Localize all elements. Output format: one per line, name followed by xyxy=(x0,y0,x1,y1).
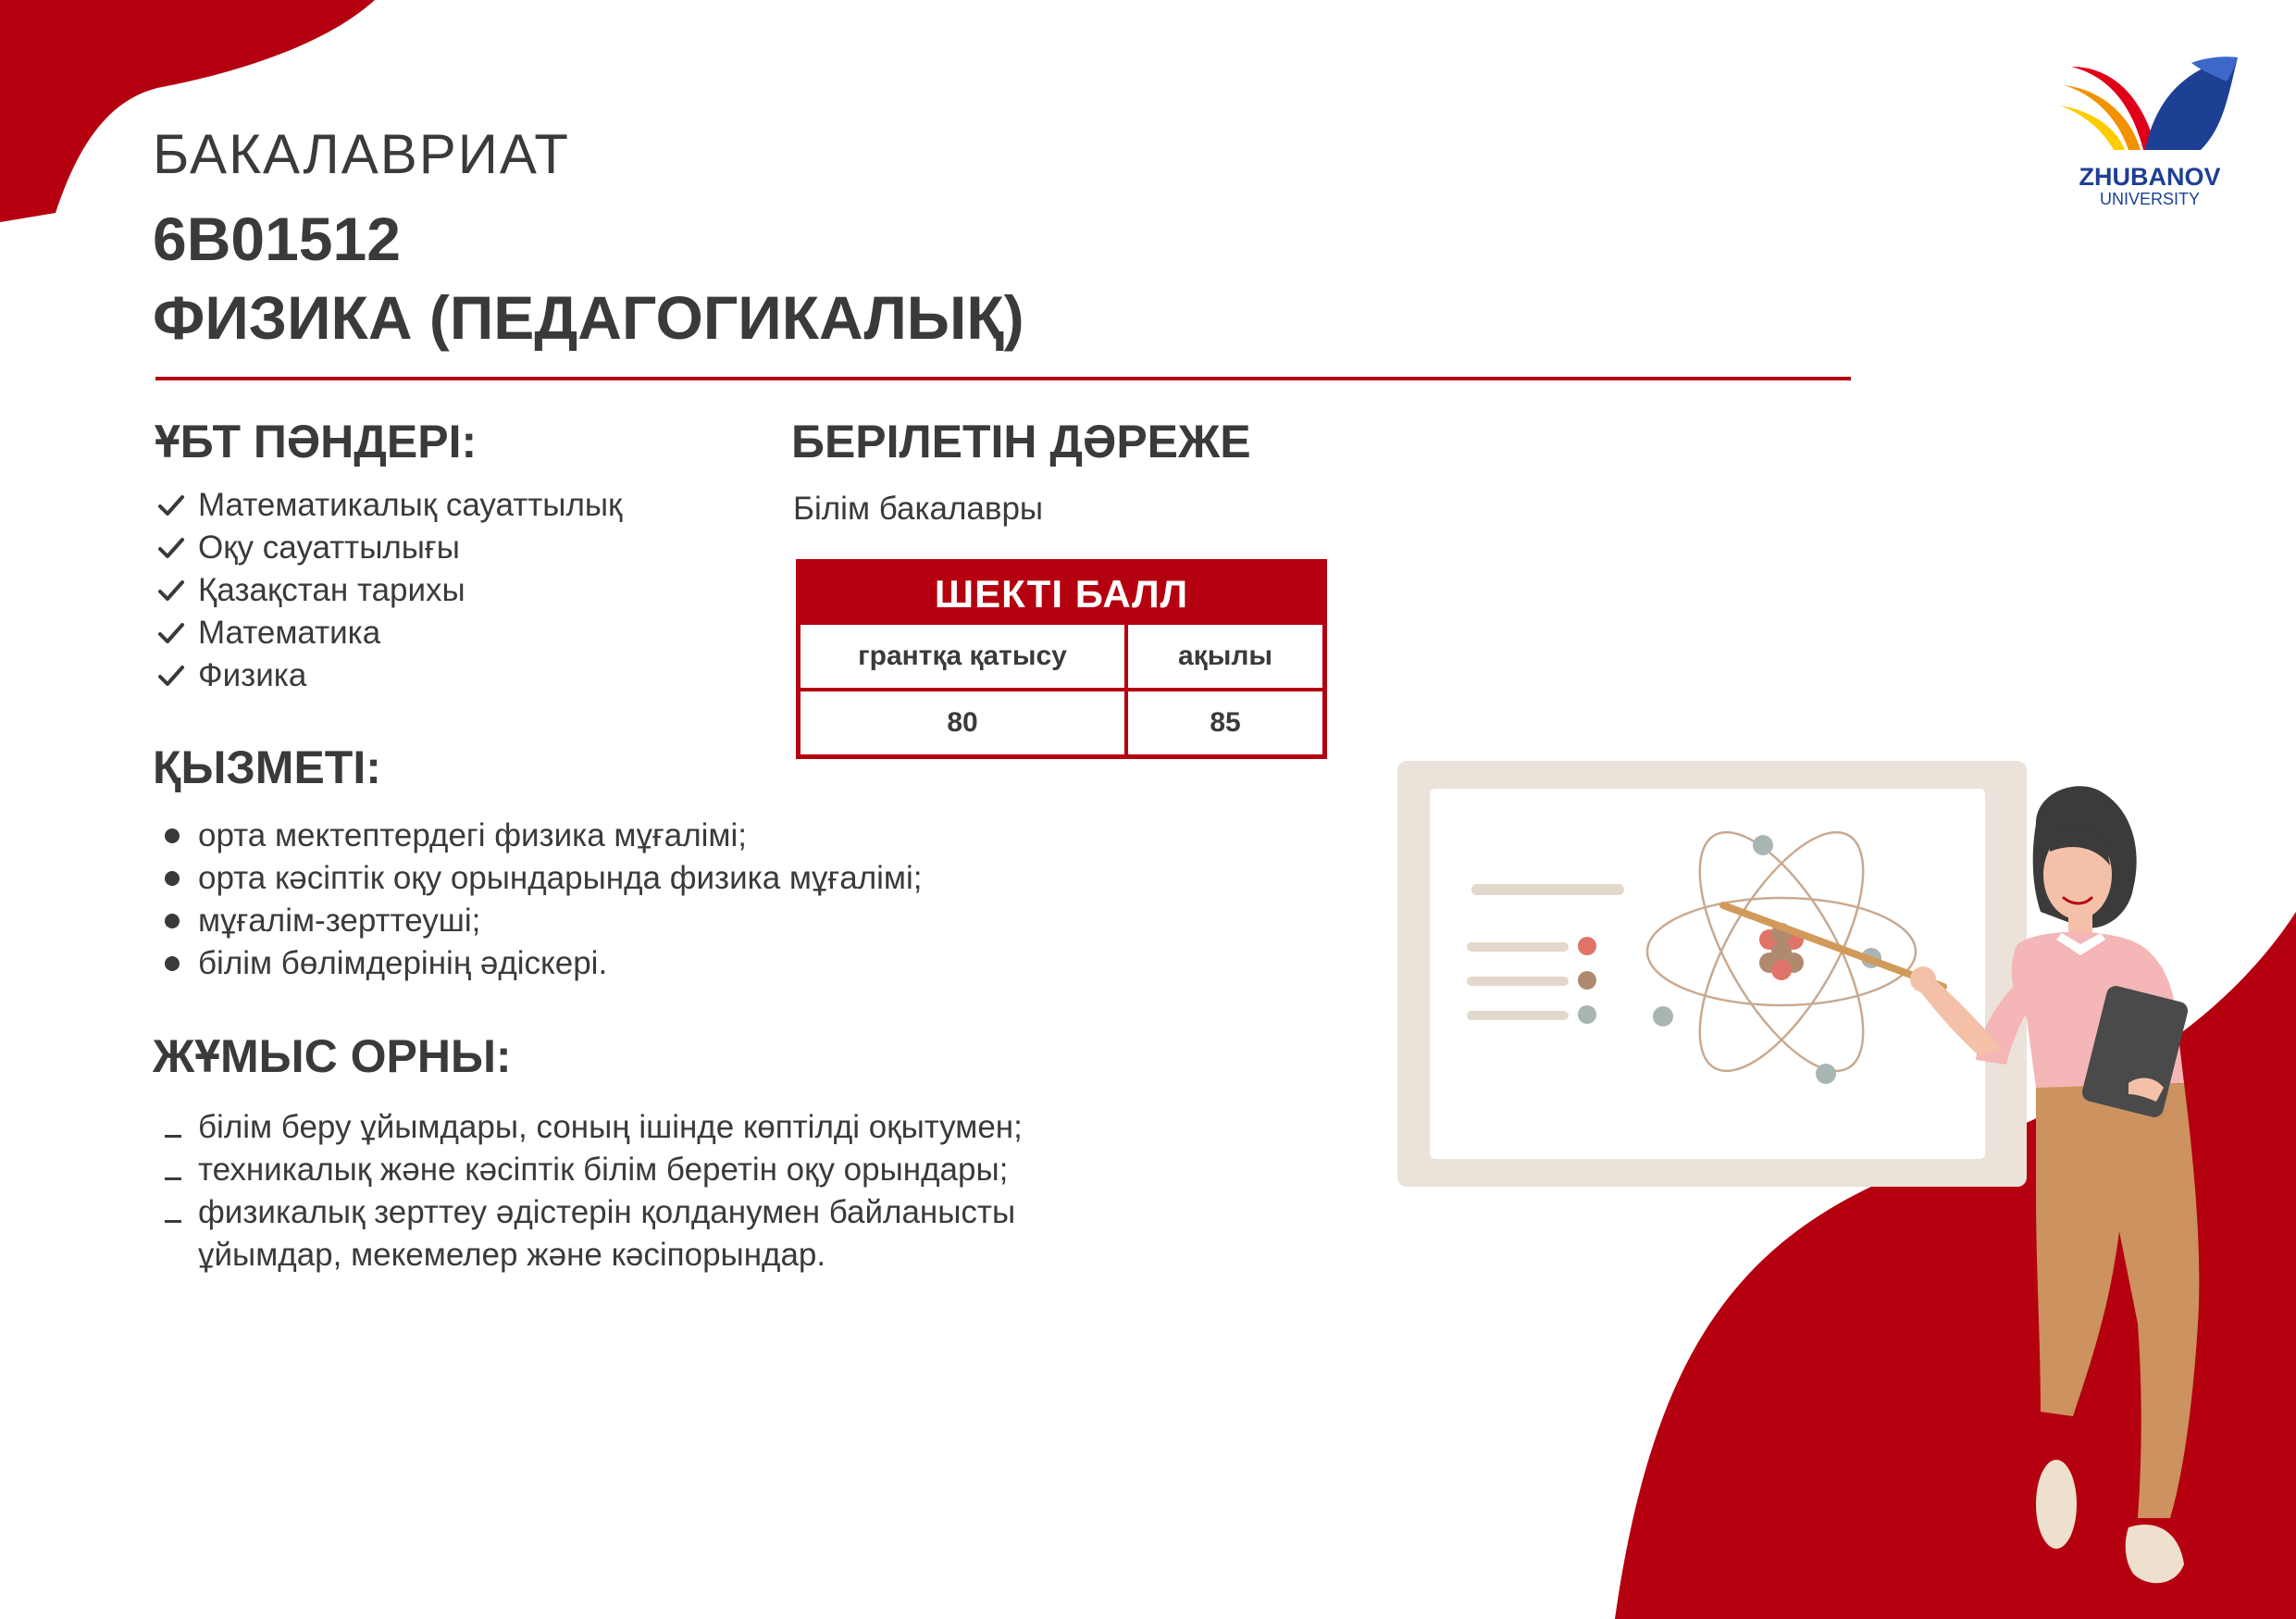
header-divider xyxy=(155,377,1851,380)
dash-icon xyxy=(155,1106,198,1149)
list-item: мұғалім-зерттеуші; xyxy=(155,900,922,942)
ubt-subjects-list xyxy=(157,484,622,697)
bullet-dot-icon xyxy=(155,914,198,928)
list-item: Оқу сауаттылығы xyxy=(157,527,622,569)
list-item: білім беру ұйымдары, соның ішінде көптілді оқытумен; xyxy=(155,1106,1023,1149)
table-header-row xyxy=(800,625,1322,688)
check-icon xyxy=(157,494,198,517)
list-item: техникалық және кәсіптік білім беретін оқу орындары; xyxy=(155,1149,1023,1191)
list-item: білім бөлімдерінің әдіскері. xyxy=(155,942,922,985)
list-item: Физика xyxy=(157,654,622,697)
workplace-list xyxy=(155,1106,1023,1277)
dash-icon xyxy=(155,1191,198,1234)
degree-title: БЕРІЛЕТІН ДӘРЕЖЕ xyxy=(791,416,1251,467)
threshold-score-table xyxy=(796,559,1327,759)
list-item: ұйымдар, мекемелер және кәсіпорындар. xyxy=(198,1237,826,1273)
teacher-illustration xyxy=(1388,750,2277,1611)
bullet-dot-icon xyxy=(155,871,198,886)
logo-text-line1: ZHUBANOV xyxy=(2079,163,2221,191)
dash-icon xyxy=(155,1149,198,1191)
bullet-dot-icon xyxy=(155,956,198,971)
paid-column-header: ақылы xyxy=(1178,641,1272,671)
degree-level: БАКАЛАВРИАТ xyxy=(153,123,570,185)
ubt-subjects-title: ҰБТ ПӘНДЕРІ: xyxy=(155,416,478,467)
list-item: Қазақстан тарихы xyxy=(157,569,622,612)
list-item: физикалық зерттеу әдістерін қолданумен байланысты xyxy=(155,1191,1023,1234)
check-icon xyxy=(157,665,198,687)
degree-value: Білім бакалавры xyxy=(793,491,1044,527)
list-item: Математикалық сауаттылық xyxy=(157,484,622,527)
list-item: Математика xyxy=(157,612,622,654)
program-name: ФИЗИКА (ПЕДАГОГИКАЛЫҚ) xyxy=(153,283,1024,352)
workplace-title: ЖҰМЫС ОРНЫ: xyxy=(153,1030,512,1082)
bullet-dot-icon xyxy=(155,828,198,843)
logo-text-line2: UNIVERSITY xyxy=(2099,190,2201,208)
threshold-title: ШЕКТІ БАЛЛ xyxy=(800,564,1322,625)
list-item: орта мектептердегі физика мұғалімі; xyxy=(155,815,922,857)
duties-title: ҚЫЗМЕТІ: xyxy=(153,741,381,793)
check-icon xyxy=(157,537,198,559)
university-logo-icon xyxy=(2053,48,2247,159)
check-icon xyxy=(157,622,198,644)
program-code: 6B01512 xyxy=(153,205,401,273)
duties-list xyxy=(155,815,922,985)
table-row xyxy=(800,688,1322,754)
grant-column-header: грантқа қатысу xyxy=(800,625,1128,688)
top-left-red-shape xyxy=(0,0,375,222)
check-icon xyxy=(157,579,198,602)
grant-score-value: 80 xyxy=(800,691,1128,754)
university-logo xyxy=(2053,48,2247,208)
list-item: орта кәсіптік оқу орындарында физика мұғалімі; xyxy=(155,857,922,900)
paid-score-value: 85 xyxy=(1210,707,1241,738)
